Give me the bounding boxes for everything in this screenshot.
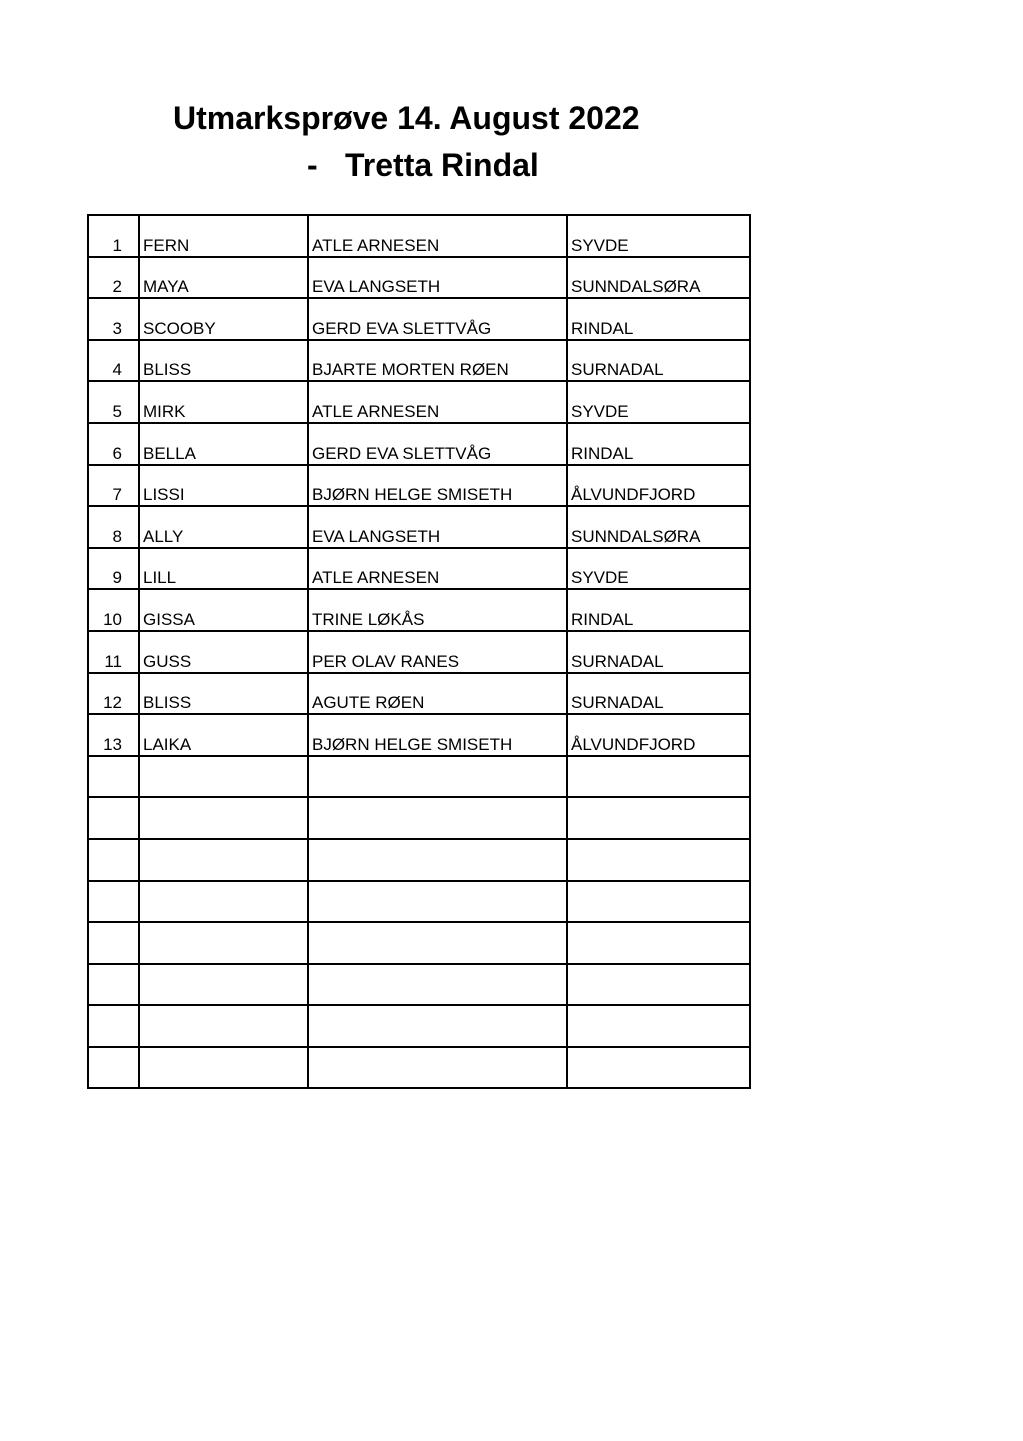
dog-name-cell — [139, 1047, 308, 1089]
dog-name-cell — [139, 922, 308, 964]
dog-name-cell: LILL — [139, 548, 308, 590]
owner-name-cell: AGUTE RØEN — [308, 673, 567, 715]
place-cell: RINDAL — [567, 423, 750, 465]
place-cell: ÅLVUNDFJORD — [567, 714, 750, 756]
place-cell: SUNNDALSØRA — [567, 506, 750, 548]
place-cell: SYVDE — [567, 548, 750, 590]
place-cell — [567, 881, 750, 923]
table-row — [88, 423, 750, 465]
owner-name-cell: GERD EVA SLETTVÅG — [308, 298, 567, 340]
dog-name-cell: BLISS — [139, 340, 308, 382]
owner-name-cell: GERD EVA SLETTVÅG — [308, 423, 567, 465]
owner-name-cell: TRINE LØKÅS — [308, 589, 567, 631]
owner-name-cell: BJØRN HELGE SMISETH — [308, 465, 567, 507]
table-row — [88, 257, 750, 299]
start-number-cell: 7 — [88, 465, 139, 507]
dog-name-cell: GUSS — [139, 631, 308, 673]
place-cell — [567, 756, 750, 798]
place-cell: SYVDE — [567, 215, 750, 257]
start-number-cell: 8 — [88, 506, 139, 548]
page-subtitle — [307, 145, 539, 185]
table-row — [88, 881, 750, 923]
entries-table-body — [88, 215, 750, 1088]
subtitle-text: Tretta Rindal — [345, 147, 539, 183]
dog-name-cell: BELLA — [139, 423, 308, 465]
place-cell: RINDAL — [567, 298, 750, 340]
dog-name-cell: GISSA — [139, 589, 308, 631]
table-row — [88, 465, 750, 507]
owner-name-cell — [308, 964, 567, 1006]
table-row — [88, 589, 750, 631]
owner-name-cell: ATLE ARNESEN — [308, 215, 567, 257]
table-row — [88, 673, 750, 715]
dog-name-cell — [139, 1005, 308, 1047]
owner-name-cell: ATLE ARNESEN — [308, 548, 567, 590]
owner-name-cell — [308, 1047, 567, 1089]
owner-name-cell — [308, 881, 567, 923]
start-number-cell: 12 — [88, 673, 139, 715]
start-number-cell: 3 — [88, 298, 139, 340]
table-row — [88, 631, 750, 673]
owner-name-cell: BJARTE MORTEN RØEN — [308, 340, 567, 382]
start-number-cell: 5 — [88, 381, 139, 423]
place-cell — [567, 922, 750, 964]
start-number-cell — [88, 756, 139, 798]
dog-name-cell — [139, 964, 308, 1006]
dog-name-cell — [139, 881, 308, 923]
place-cell: SURNADAL — [567, 673, 750, 715]
start-number-cell — [88, 1005, 139, 1047]
start-number-cell: 11 — [88, 631, 139, 673]
owner-name-cell — [308, 797, 567, 839]
owner-name-cell — [308, 756, 567, 798]
start-number-cell: 10 — [88, 589, 139, 631]
dog-name-cell: SCOOBY — [139, 298, 308, 340]
table-row — [88, 922, 750, 964]
place-cell: RINDAL — [567, 589, 750, 631]
place-cell: SUNNDALSØRA — [567, 257, 750, 299]
place-cell — [567, 1005, 750, 1047]
owner-name-cell: PER OLAV RANES — [308, 631, 567, 673]
dog-name-cell — [139, 839, 308, 881]
table-row — [88, 1047, 750, 1089]
dog-name-cell: LAIKA — [139, 714, 308, 756]
subtitle-dash: - — [307, 147, 318, 183]
place-cell: SYVDE — [567, 381, 750, 423]
place-cell — [567, 964, 750, 1006]
table-row — [88, 714, 750, 756]
place-cell: SURNADAL — [567, 340, 750, 382]
owner-name-cell: EVA LANGSETH — [308, 257, 567, 299]
table-row — [88, 839, 750, 881]
table-row — [88, 340, 750, 382]
start-number-cell — [88, 922, 139, 964]
owner-name-cell: EVA LANGSETH — [308, 506, 567, 548]
start-number-cell — [88, 964, 139, 1006]
start-number-cell — [88, 1047, 139, 1089]
dog-name-cell: MAYA — [139, 257, 308, 299]
table-row — [88, 548, 750, 590]
table-row — [88, 298, 750, 340]
owner-name-cell — [308, 1005, 567, 1047]
table-row — [88, 797, 750, 839]
dog-name-cell: FERN — [139, 215, 308, 257]
dog-name-cell: BLISS — [139, 673, 308, 715]
place-cell — [567, 839, 750, 881]
start-number-cell: 6 — [88, 423, 139, 465]
dog-name-cell: ALLY — [139, 506, 308, 548]
entries-table — [87, 214, 751, 1089]
start-number-cell — [88, 881, 139, 923]
dog-name-cell: LISSI — [139, 465, 308, 507]
start-number-cell — [88, 839, 139, 881]
place-cell — [567, 797, 750, 839]
owner-name-cell: BJØRN HELGE SMISETH — [308, 714, 567, 756]
table-row — [88, 1005, 750, 1047]
table-row — [88, 506, 750, 548]
start-number-cell: 4 — [88, 340, 139, 382]
dog-name-cell — [139, 756, 308, 798]
owner-name-cell — [308, 922, 567, 964]
table-row — [88, 215, 750, 257]
owner-name-cell — [308, 839, 567, 881]
table-row — [88, 756, 750, 798]
table-row — [88, 381, 750, 423]
page-title: Utmarksprøve 14. August 2022 — [173, 100, 640, 136]
dog-name-cell — [139, 797, 308, 839]
dog-name-cell: MIRK — [139, 381, 308, 423]
place-cell: ÅLVUNDFJORD — [567, 465, 750, 507]
start-number-cell: 2 — [88, 257, 139, 299]
place-cell — [567, 1047, 750, 1089]
owner-name-cell: ATLE ARNESEN — [308, 381, 567, 423]
start-number-cell — [88, 797, 139, 839]
table-row — [88, 964, 750, 1006]
start-number-cell: 1 — [88, 215, 139, 257]
start-number-cell: 13 — [88, 714, 139, 756]
start-number-cell: 9 — [88, 548, 139, 590]
place-cell: SURNADAL — [567, 631, 750, 673]
